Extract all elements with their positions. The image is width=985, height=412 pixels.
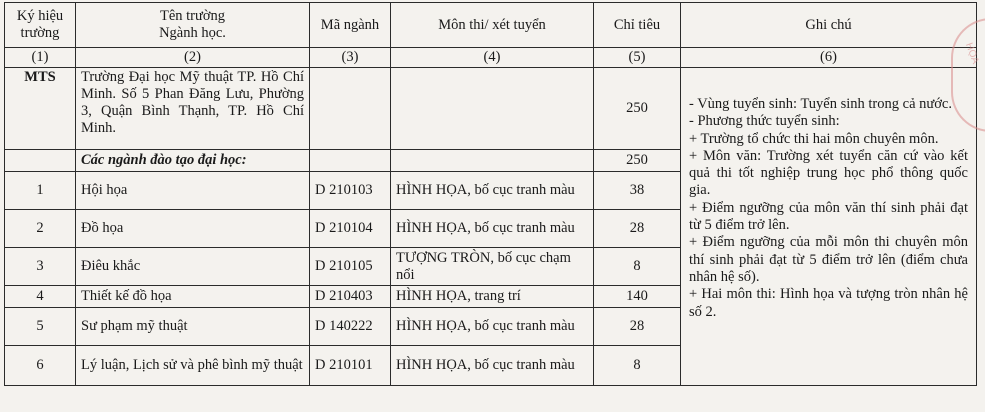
- major-code: D 210103: [310, 172, 391, 210]
- major-name: Sư phạm mỹ thuật: [76, 308, 310, 346]
- col-number: (4): [391, 48, 594, 68]
- col-number: (6): [681, 48, 977, 68]
- school-major-code: [310, 68, 391, 150]
- admission-table: [4, 2, 977, 386]
- row-number: 6: [5, 346, 76, 386]
- exam-subjects: TƯỢNG TRÒN, bố cục chạm nổi: [391, 248, 594, 286]
- row-number: 1: [5, 172, 76, 210]
- note-item: + Điểm ngưỡng của môn văn thí sinh phải đạt từ 5 điểm trở lên.: [689, 199, 968, 234]
- col-number: (2): [76, 48, 310, 68]
- col-number: (1): [5, 48, 76, 68]
- school-quota: 250: [594, 68, 681, 150]
- major-code: D 210101: [310, 346, 391, 386]
- header-major-code: Mã ngành: [310, 3, 391, 48]
- note-item: + Hai môn thi: Hình họa và tượng tròn nhân hệ số 2.: [689, 286, 968, 320]
- notes-cell: [681, 68, 977, 386]
- programs-label: Các ngành đào tạo đại học:: [76, 150, 310, 172]
- header-notes: Ghi chú: [681, 3, 977, 48]
- note-item: + Trường tổ chức thi hai môn chuyên môn.: [689, 130, 939, 147]
- exam-subjects: HÌNH HỌA, bố cục tranh màu: [391, 172, 594, 210]
- quota: 38: [594, 172, 681, 210]
- major-code: D 210403: [310, 286, 391, 308]
- header-subjects: Môn thi/ xét tuyển: [391, 3, 594, 48]
- major-name: Thiết kế đồ họa: [76, 286, 310, 308]
- quota: 140: [594, 286, 681, 308]
- header-row: [5, 3, 977, 48]
- school-name: Trường Đại học Mỹ thuật TP. Hồ Chí Minh. Số 5 Phan Đăng Lưu, Phường 3, Quận Bình Thạnh, TP. Hồ Chí Minh.: [76, 68, 310, 150]
- note-item: - Phương thức tuyển sinh:: [689, 113, 840, 130]
- seal-text: HỌA: [963, 41, 982, 66]
- exam-subjects: HÌNH HỌA, bố cục tranh màu: [391, 346, 594, 386]
- quota: 28: [594, 210, 681, 248]
- school-subjects: [391, 68, 594, 150]
- quota: 28: [594, 308, 681, 346]
- column-number-row: [5, 48, 977, 68]
- row-number: 2: [5, 210, 76, 248]
- school-row: [5, 68, 977, 150]
- row-number: 3: [5, 248, 76, 286]
- note-item: + Môn văn: Trường xét tuyển căn cứ vào kết quả thi tốt nghiệp trung học phổ thông quốc gia.: [689, 147, 968, 199]
- major-code: D 210104: [310, 210, 391, 248]
- header-quota: Chỉ tiêu: [594, 3, 681, 48]
- exam-subjects: HÌNH HỌA, bố cục tranh màu: [391, 308, 594, 346]
- major-name: Đồ họa: [76, 210, 310, 248]
- major-name: Hội họa: [76, 172, 310, 210]
- school-code: MTS: [5, 68, 76, 150]
- note-item: - Vùng tuyển sinh: Tuyển sinh trong cả nước.: [689, 96, 952, 112]
- major-code: D 210105: [310, 248, 391, 286]
- note-item: + Điểm ngưỡng của mỗi môn thi chuyên môn thí sinh phải đạt từ 5 điểm trở lên (điểm chưa nhân hệ số).: [689, 234, 968, 285]
- programs-empty: [391, 150, 594, 172]
- quota: 8: [594, 248, 681, 286]
- row-number: 4: [5, 286, 76, 308]
- col-number: (3): [310, 48, 391, 68]
- exam-subjects: HÌNH HỌA, trang trí: [391, 286, 594, 308]
- programs-quota: 250: [594, 150, 681, 172]
- major-name: Điêu khắc: [76, 248, 310, 286]
- header-school-name: Tên trường Ngành học.: [76, 3, 310, 48]
- major-code: D 140222: [310, 308, 391, 346]
- major-name: Lý luận, Lịch sử và phê bình mỹ thuật: [76, 346, 310, 386]
- programs-empty: [310, 150, 391, 172]
- programs-empty: [5, 150, 76, 172]
- exam-subjects: HÌNH HỌA, bố cục tranh màu: [391, 210, 594, 248]
- row-number: 5: [5, 308, 76, 346]
- col-number: (5): [594, 48, 681, 68]
- quota: 8: [594, 346, 681, 386]
- header-school-code: Ký hiệu trường: [5, 3, 76, 48]
